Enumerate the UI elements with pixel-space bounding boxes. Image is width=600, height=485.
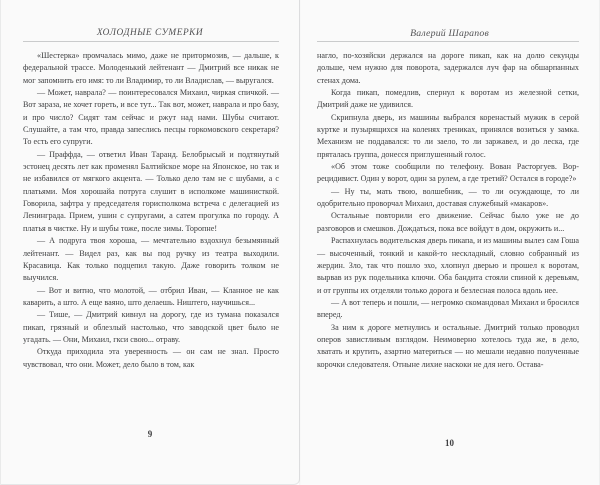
- paragraph: — А подруга твоя хороша, — мечтательно вздохнул безымянный лейтенант. — Видел раз, как вы под ручку из театра выходили. Красавица. Как только подцепил такую. Даже говорить толком не выучился.: [23, 236, 279, 283]
- paragraph: — Праффда, — ответил Иван Таранд. Белобрысый и подтянутый эстонец десять лет как променял Балтийское море на Японское, но так и не избавился от мягкого акцента. — Только дело там не с шубами, а с платьями. Моя хорошайа потруга слушит в исполкоме машинисткой. Говорила, зафтра у председателя горисполкома встреча с делегацией из Ленинграда. Прием, ушин с супругами, а сатем прогулка по городу. А платья в чистке. Ну и шубы тоже, после зимы. Торопне!: [23, 149, 279, 233]
- paragraph: Скрипнула дверь, из машины выбрался коренастый мужик в серой куртке и пузырящихся на коленях трениках, принялся возиться у замка. Механизм не поддавался: то ли заело, то ли заржавел, и до леска, где пряталась группа, донесся приглушенный голос.: [317, 112, 579, 159]
- paragraph: Откуда приходила эта уверенность — он сам не знал. Просто чувствовал, что они. Может, дело было в том, как: [23, 347, 279, 369]
- paragraph: Распахнулась водительская дверь пикапа, и из машины вылез сам Гоша — высоченный, тонкий и какой-то нескладный, словно собранный из жердин. Зло, так что пошло эхо, хлопнул дверью и прошел к воротам, вырвав из рук подельника ключи. Оба бандита стояли спиной к деревьям, и от группы их отделяли только дорога и безлесная полоса вдоль нее.: [317, 236, 579, 295]
- paragraph: — Может, наврала? — поинтересовался Михаил, чиркая спичкой. — Вот зараза, не хочет гореть, и все тут... Так вот, может, наврала и про базу, и про число? Сидят там сейчас и ржут над нами. Шубы считают. Слушайте, а там что, правда запеслись песцы горкомовского секретаря? То есть его супруги.: [23, 88, 279, 147]
- page-number-right: 10: [445, 438, 454, 448]
- page-number-left: 9: [147, 429, 153, 439]
- page-left-content: [1, 0, 299, 484]
- body-text-right: [317, 50, 579, 371]
- paragraph: — А вот теперь и пошли, — негромко скомандовал Михаил и бросился вперед.: [317, 297, 579, 320]
- paragraph: — Ну ты, мать твою, волшебник, — то ли осуждающе, то ли одобрительно проворчал Михаил, доставая служебный «макаров».: [317, 186, 579, 209]
- paragraph: — Вот и витно, что молотой, — отбрил Иван, — Кланное не как каварить, а што. А еще ваяно, што делаешь. Ништего, научишься...: [23, 285, 279, 307]
- running-head-right: Валерий Шарапов: [410, 28, 489, 39]
- paragraph: нагло, по-хозяйски держался на дороге пикап, как на долю секунды дольше, чем нужно для поворота, задержался луч фар на обшарпанных стенах дома.: [317, 51, 579, 85]
- running-head-left: ХОЛОДНЫЕ СУМЕРКИ: [96, 28, 204, 38]
- book-page-right: [300, 0, 600, 485]
- paragraph: За ним к дороге метнулись и остальные. Дмитрий только проводил оперов завистливым взглядом. Неимоверно хотелось туда же, в дело, хватать и крутить, азартно материться — но мешали недавно полученные корочки следователя. Отныне лихие наскоки не для него. Остава-: [317, 322, 579, 369]
- header-rule-right: [317, 41, 579, 42]
- paragraph: «Шестерка» промчалась мимо, даже не притормозив, — дальше, к федеральной трассе. Молоденький лейтенант — Дмитрий все никак не мог запомнить его имя: то ли Владимир, то ли Владислав, — выругался.: [23, 51, 279, 85]
- body-text-left: [23, 50, 279, 371]
- paragraph: «Об этом тоже сообщили по телефону. Вован Расторгуев. Вор-рецидивист. Один у ворот, один за рулем, а где третий? Остался в городе?»: [317, 162, 579, 184]
- paragraph: — Тише, — Дмитрий кивнул на дорогу, где из тумана показался пикап, грязный и облезлый настолько, что заводской цвет было не угадать. — Они, Михаил, гкси свою... отраву.: [23, 310, 279, 344]
- paragraph: Когда пикап, помедлив, спернул к воротам из железной сетки, Дмитрий даже не удивился.: [317, 88, 579, 110]
- header-rule-left: [23, 41, 279, 42]
- page-right-content: [300, 0, 599, 485]
- paragraph: Остальные повторили его движение. Сейчас было уже не до разговоров и смешков. Дождаться, пока все войдут в дом, окружить и...: [317, 211, 579, 233]
